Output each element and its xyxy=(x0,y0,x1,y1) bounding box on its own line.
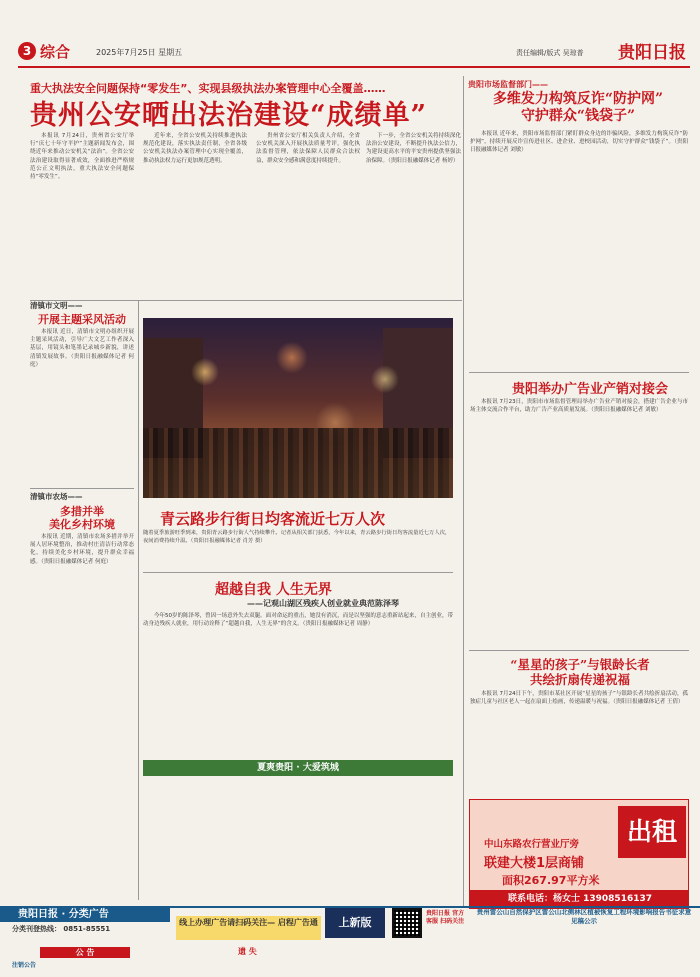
mid-right-paragraph: 本报讯 7月23日，贵阳市市场监督管理局举办广告业产销对接会，搭建广告企业与市场主体交流合作平台，助力广告产业高质量发展。（贵阳日报融媒体记者 刘敏） xyxy=(470,399,688,414)
right-story-headline xyxy=(478,91,678,125)
star-body xyxy=(470,690,688,794)
ad-channel-banner: 线上办理广告请扫码关注— 启程广告通 xyxy=(176,916,321,940)
classified-hotline: 分类刊登热线： 0851-85551 xyxy=(12,925,111,933)
street-night-photo xyxy=(143,318,453,498)
star-headline xyxy=(470,657,690,687)
rental-ad-building: 联建大楼1层商铺 xyxy=(484,856,585,871)
lead-body-col2 xyxy=(143,132,247,292)
feature-subtitle: ——记观山湖区残疾人创业就业典范陈泽琴 xyxy=(247,599,399,608)
feature-body xyxy=(143,612,453,757)
lead-paragraph: 本报讯 7月24日，贵州省公安厅举行“庆七十年守平护”主题新闻发布会，围绕近年来推动公安机关“法治”。全省公安法治建设取得显著成效，全面推进严格规范公正文明执法，重大执法安全问题保持“零发生”。 xyxy=(30,133,134,181)
notice-label: 公 告 xyxy=(40,947,130,958)
column-divider xyxy=(463,76,464,376)
lead-headline: 贵州公安晒出法治建设“成绩单” xyxy=(30,100,428,131)
photo-crowd xyxy=(143,428,453,498)
lead-paragraph: 贵州省公安厅相关负责人介绍，全省公安机关深入开展执法质量考评，强化执法监督管理，依法保障人民群众合法权益，群众安全感和满意度持续提升。 xyxy=(256,133,360,164)
row-divider xyxy=(143,572,453,573)
lead-body-col4 xyxy=(366,132,461,292)
culture-body xyxy=(30,328,134,483)
photo-headline: 青云路步行街日均客流近七万人次 xyxy=(160,510,386,528)
headline-line: 多维发力构筑反诈“防护网” xyxy=(492,91,664,107)
lost-notice-label: 遗 失 xyxy=(238,947,257,956)
rental-ad-phone: 联系电话：杨女士 13908516137 xyxy=(470,890,689,908)
classified-header: 贵阳日报 · 分类广告 xyxy=(0,908,170,922)
rental-ad-area: 面积267.97平方米 xyxy=(502,874,600,887)
masthead xyxy=(18,38,690,68)
editor-credit: 责任编辑/版式 吴琼普 xyxy=(516,49,584,57)
green-slogan-strip: 夏爽贵阳 · 大爱筑城 xyxy=(143,760,453,776)
lead-body-col3 xyxy=(256,132,360,292)
lead-body-col1 xyxy=(30,132,134,292)
lead-paragraph: 下一步，全省公安机关将持续深化法治公安建设，不断提升执法公信力，为建设更高水平的平安贵州提供坚强法治保障。（贵阳日报融媒体记者 杨婷） xyxy=(366,133,461,164)
right-story-paragraph: 本报讯 近年来，贵阳市场监督部门紧盯群众身边的诈骗风险，多维发力构筑反诈“防护网”，持续开展反诈宣传进社区、进企业、进校园活动，切实守护群众“钱袋子”。（贵阳日报融媒体记者 刘敏） xyxy=(470,131,688,154)
right-story-body xyxy=(470,130,688,366)
rental-ad-location: 中山东路农行营业厅旁 xyxy=(484,839,580,850)
issue-date: 2025年7月25日 星期五 xyxy=(96,48,183,57)
row-divider xyxy=(30,300,462,301)
feature-body-tail xyxy=(143,780,453,808)
row-divider xyxy=(469,372,689,373)
mid-right-headline: 贵阳举办广告业产销对接会 xyxy=(512,382,669,397)
right-story-label: 贵阳市场监督部门—— xyxy=(468,80,548,89)
qr-label: 贵阳日报 官方客服 扫码关注 xyxy=(426,910,465,925)
mid-right-body xyxy=(470,398,688,648)
section-name: 综合 xyxy=(40,43,71,61)
new-edition-badge: 上新版 xyxy=(325,908,385,938)
culture2-body xyxy=(30,533,134,803)
newspaper-logo: 贵阳日报 xyxy=(618,43,686,63)
culture2-headline-line2: 美化乡村环境 xyxy=(49,518,115,531)
classified-section xyxy=(0,908,700,977)
rental-ad xyxy=(469,799,689,909)
headline-line: 共绘折扇传递祝福 xyxy=(529,672,630,687)
culture2-headline-line1: 多措并举 xyxy=(60,505,104,518)
culture-paragraph: 本报讯 近日，清镇市文明办组织开展主题采风活动，引导广大文艺工作者深入基层，用镜头和笔墨记录城乡新貌，讲述清镇发展故事。（贵阳日报融媒体记者 何庭） xyxy=(30,329,134,368)
lead-kicker: 重大执法安全问题保持“零发生”、实现县级执法办案管理中心全覆盖…… xyxy=(30,82,386,95)
column-divider xyxy=(138,300,139,900)
page-number: 3 xyxy=(18,42,36,60)
photo-caption: 随着夏季旅游旺季到来，贵阳青云路步行街人气持续攀升。记者从相关部门获悉，今年以来，青云路步行街日均客流量近七万人次，夜间消费持续升温。（贵阳日报融媒体记者 肖芳 摄） xyxy=(143,530,451,544)
culture-headline: 开展主题采风活动 xyxy=(38,313,126,326)
notice-item: 注销公告 xyxy=(12,962,37,969)
headline-line: “星星的孩子”与银龄长者 xyxy=(510,657,650,672)
culture2-paragraph: 本报讯 近期，清镇市农场多措并举开展人居环境整治，推动村庄清洁行动常态化，持续美化乡村环境，提升群众幸福感。（贵阳日报融媒体记者 何庭） xyxy=(30,534,134,565)
headline-line: 守护群众“钱袋子” xyxy=(520,108,636,124)
eia-notice-title: 贵州雷公山自然保护区雷公山北侧林区植被恢复工程环境影响报告书征求意见稿公示 xyxy=(476,908,692,925)
feature-headline: 超越自我 人生无界 xyxy=(215,582,332,598)
rental-ad-big-text: 出租 xyxy=(618,806,686,858)
culture-column-label: 清镇市文明—— xyxy=(30,301,83,310)
row-divider xyxy=(469,650,689,651)
column-divider xyxy=(463,376,464,906)
culture2-column-label: 清镇市农场—— xyxy=(30,492,83,501)
qr-code-icon xyxy=(392,908,422,938)
feature-paragraph: 今年50岁的陈泽琴，曾因一场意外失去双腿。面对命运的重击，她没有消沉，而是以坚强的意志重新站起来，自主创业，带动身边残疾人就业，用行动诠释了“超越自我，人生无界”的含义。（贵阳日报融媒体记者 周静） xyxy=(143,613,453,628)
lead-paragraph: 近年来，全省公安机关持续推进执法规范化建设，落实执法责任制，全省各级公安机关执法办案管理中心实现全覆盖，推动执法权力运行更加规范透明。 xyxy=(143,133,247,164)
row-divider xyxy=(30,488,134,489)
star-paragraph: 本报讯 7月24日下午，贵阳市某社区开展“星星的孩子”与银龄长者共绘折扇活动，孤独症儿童与社区老人一起在扇面上绘画，传递温暖与祝福。（贵阳日报融媒体记者 王倩） xyxy=(470,691,688,706)
